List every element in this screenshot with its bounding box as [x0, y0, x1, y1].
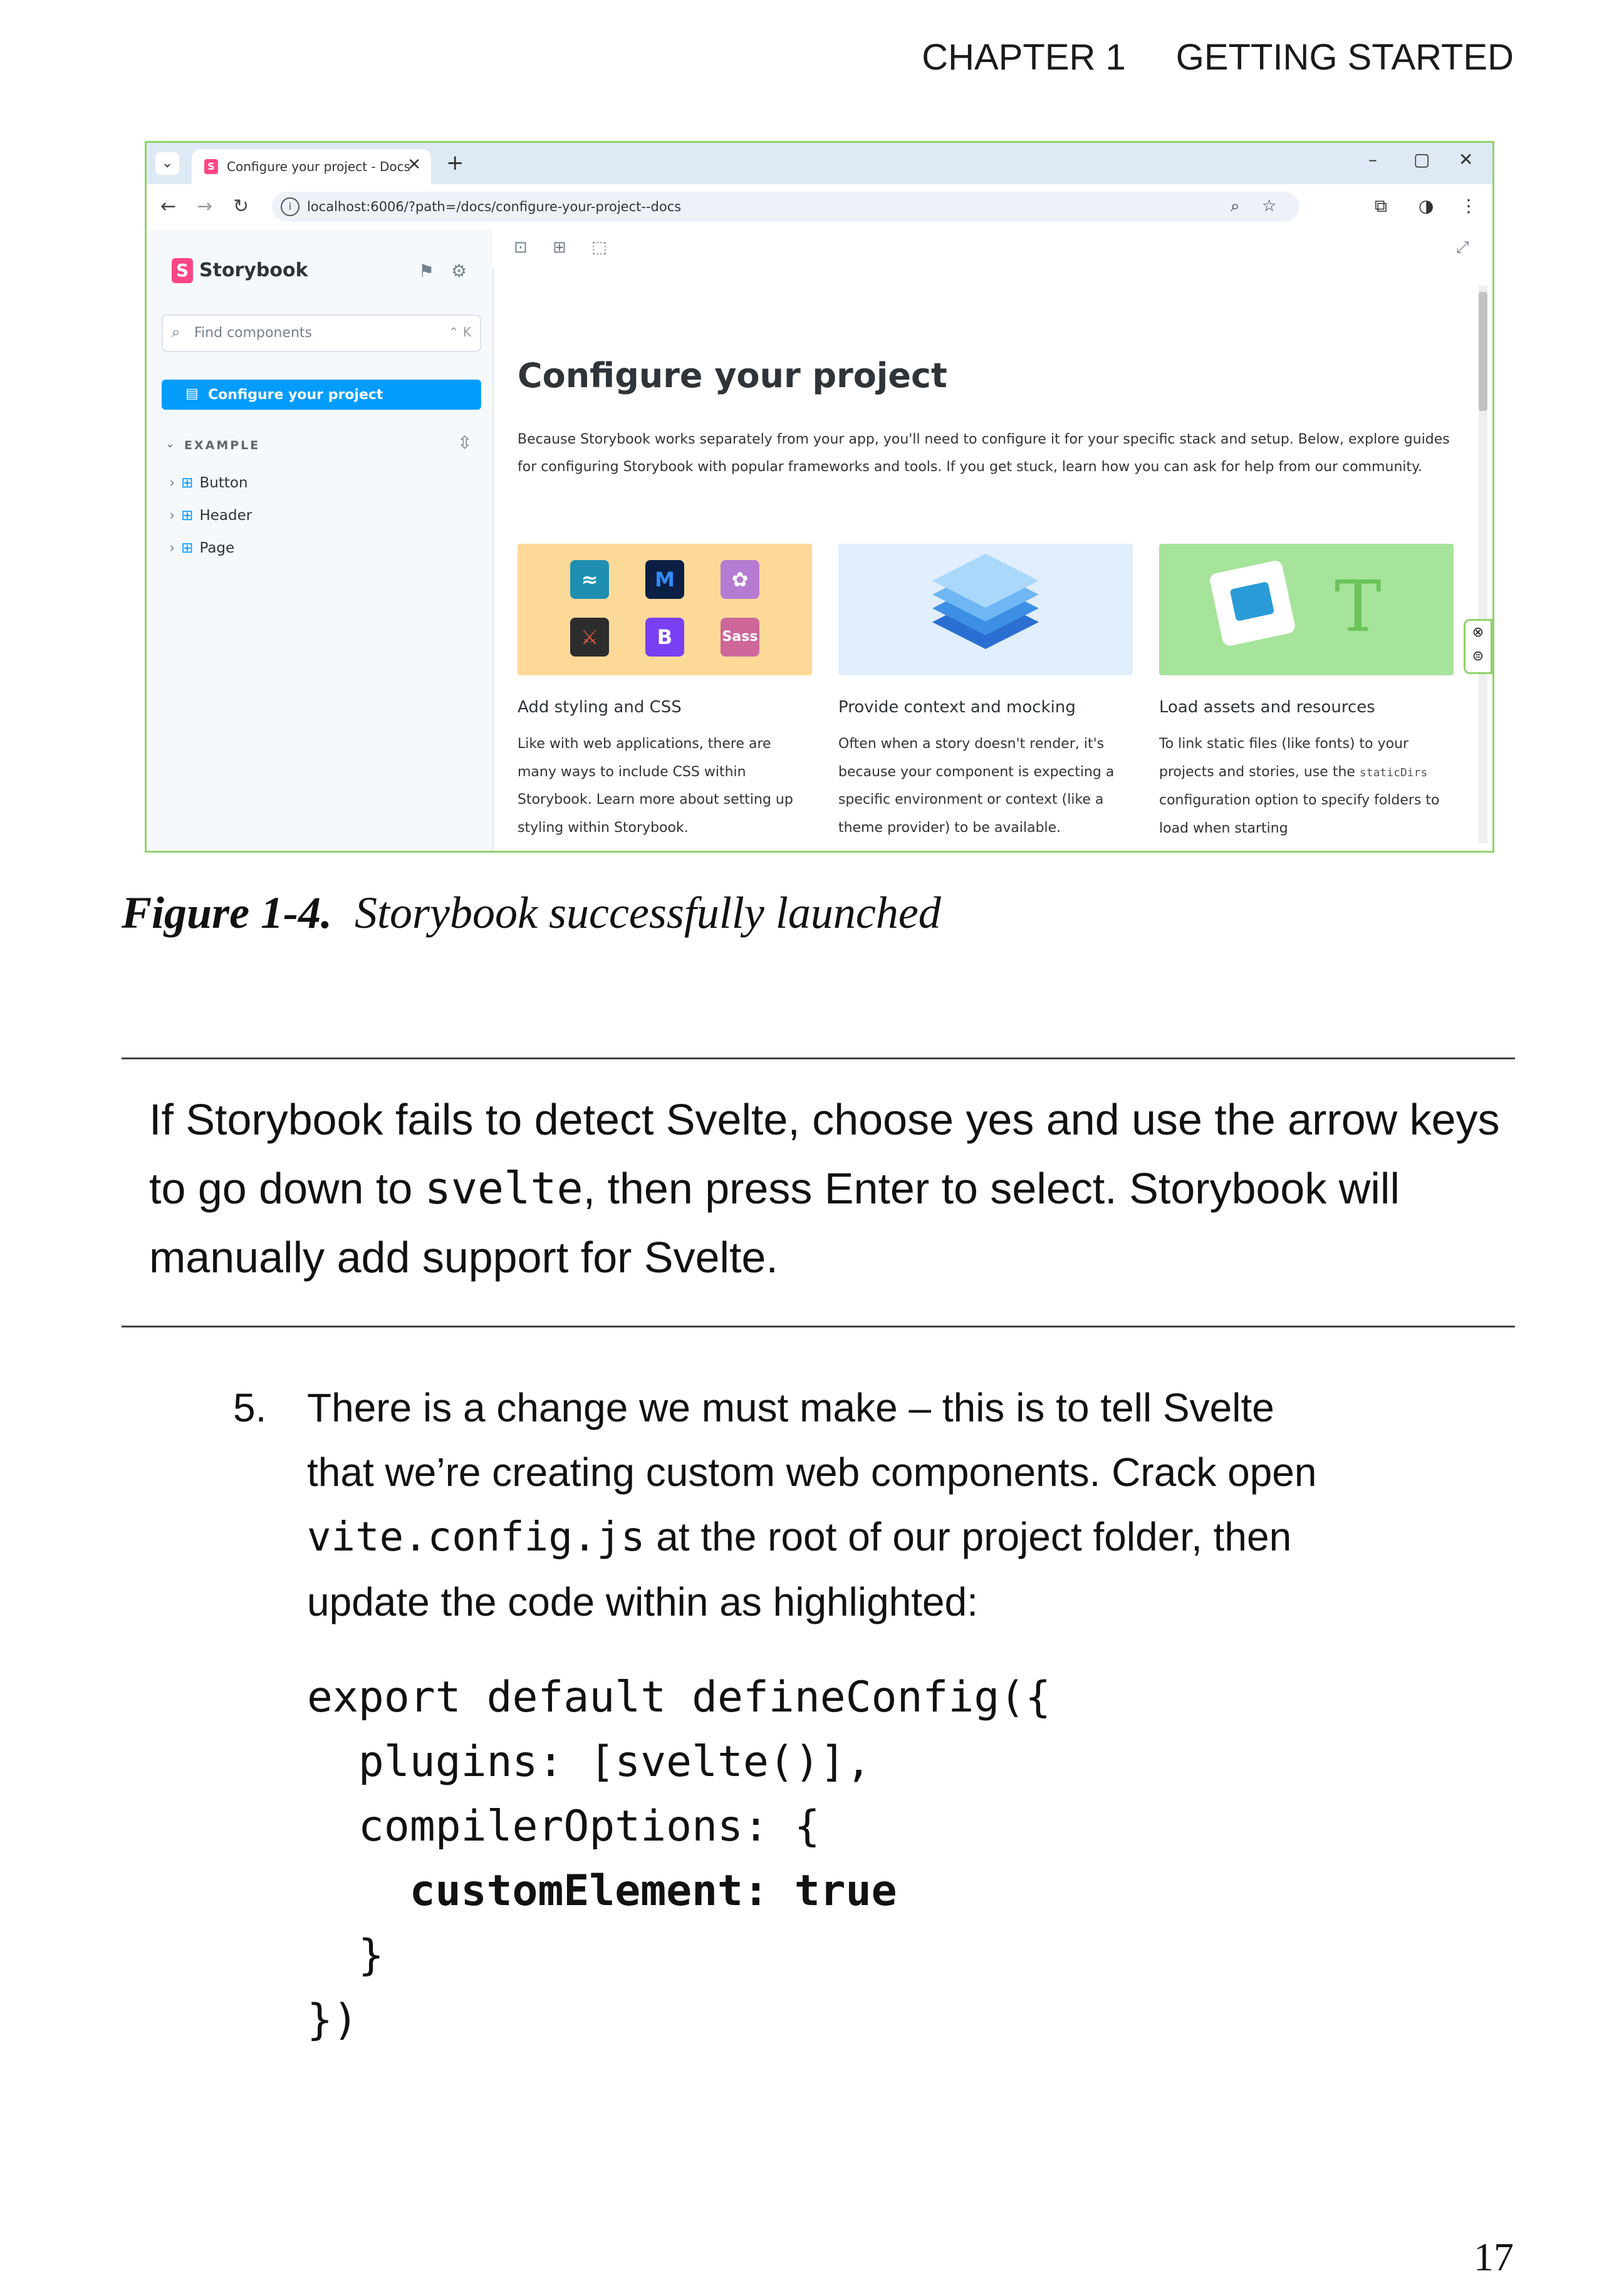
styled-components-icon: ✿: [721, 560, 759, 599]
card-title-styling[interactable]: Add styling and CSS: [518, 698, 682, 717]
scrollbar[interactable]: [1479, 286, 1487, 843]
storybook-logo-icon: S: [172, 258, 193, 283]
card-text-styling: Like with web applications, there are many ways to include CSS within Storybook. Learn more about setting up styling within Storybook.: [518, 736, 793, 836]
site-info-icon[interactable]: i: [281, 197, 299, 216]
mui-icon: M: [645, 560, 684, 599]
code-line: plugins: [svelte()],: [307, 1737, 872, 1787]
inline-code: staticDirs: [1359, 766, 1428, 779]
tab-search-chevron-icon[interactable]: ⌄: [155, 152, 179, 175]
tab-close-icon[interactable]: ✕: [407, 155, 421, 174]
chapter-label: CHAPTER 1: [922, 37, 1126, 78]
storybook-toolbar: [492, 229, 1492, 268]
browser-tab-bar: [147, 143, 1492, 184]
storybook-sidebar: [147, 229, 494, 851]
note-bottom-rule: [122, 1326, 1515, 1327]
card-title-assets[interactable]: Load assets and resources: [1159, 698, 1375, 717]
outline-icon[interactable]: ⬚: [591, 238, 607, 257]
sidebar-group-label[interactable]: EXAMPLE: [184, 439, 261, 452]
fullscreen-icon[interactable]: ⤢: [1456, 238, 1469, 257]
search-shortcut: ⌃ K: [448, 325, 471, 340]
emotion-icon: ⚔: [570, 618, 609, 657]
figure-label: Figure 1-4.: [122, 888, 333, 938]
browser-tab[interactable]: [192, 149, 431, 184]
group-chevron-icon[interactable]: ⌄: [165, 437, 175, 450]
url-field[interactable]: [272, 192, 1299, 222]
inline-code: vite.config.js: [307, 1514, 645, 1561]
layers-illustration: [838, 544, 1133, 675]
card-text-context: Often when a story doesn't render, it's because your component is expecting a specific environment or context (like a theme provider) to be available.: [838, 736, 1115, 836]
code-line: }): [307, 1995, 358, 2045]
bootstrap-icon: B: [645, 618, 684, 657]
figure-caption: [122, 887, 941, 939]
minimize-icon[interactable]: –: [1368, 149, 1377, 170]
storybook-screenshot: [145, 141, 1494, 853]
chevron-right-icon: ›: [169, 540, 175, 556]
component-icon: ⊞: [181, 507, 194, 524]
card-title-context[interactable]: Provide context and mocking: [838, 698, 1076, 717]
styling-card-image: [518, 544, 812, 675]
extensions-icon[interactable]: ⧉: [1375, 195, 1387, 216]
tab-title: Configure your project - Docs: [227, 159, 411, 174]
grid-icon[interactable]: ⊞: [553, 238, 566, 257]
card-text-assets: To link static files (like fonts) to your projects and stories, use the staticDirs configuration option to specify folders to load when starting: [1159, 736, 1440, 836]
chevron-right-icon: ›: [169, 475, 175, 491]
component-icon: ⊞: [181, 540, 194, 556]
doc-intro: Because Storybook works separately from your app, you'll need to configure it for your specific stack and setup. Below, explore guides for configuring Storybook with popular frameworks and tools. If you get stuck, learn how you can ask for help from our community.: [518, 432, 1450, 475]
step-number: 5.: [233, 1385, 267, 1430]
document-icon: ▤: [185, 386, 199, 402]
code-line: }: [307, 1931, 384, 1980]
background-icon[interactable]: ⊡: [514, 238, 528, 257]
code-block: [307, 1665, 1051, 2052]
addon-panel-toggle[interactable]: [1464, 619, 1492, 674]
component-icon: ⊞: [181, 475, 194, 491]
search-icon: ⌕: [172, 323, 180, 341]
address-bar: [147, 184, 1492, 231]
code-line-highlighted: customElement: true: [409, 1866, 897, 1916]
reload-icon[interactable]: ↻: [233, 195, 249, 217]
note-top-rule: [122, 1057, 1515, 1059]
maximize-icon[interactable]: ▢: [1413, 149, 1430, 170]
sidebar-item-page[interactable]: › ⊞ Page: [169, 540, 235, 556]
running-header: [922, 36, 1514, 78]
close-circle-icon[interactable]: ⊗: [1472, 625, 1484, 640]
chevron-right-icon: ›: [169, 507, 175, 524]
new-tab-icon[interactable]: +: [446, 150, 464, 175]
settings-icon[interactable]: ⚙: [451, 261, 467, 281]
search-input[interactable]: [162, 314, 481, 352]
inline-code: svelte: [424, 1163, 583, 1214]
storybook-favicon-icon: S: [204, 159, 218, 174]
tailwind-icon: ≈: [570, 560, 609, 599]
assets-card-image: [1159, 544, 1454, 675]
more-menu-icon[interactable]: ⋮: [1460, 195, 1477, 216]
back-icon[interactable]: ←: [160, 195, 177, 217]
forward-icon[interactable]: →: [197, 195, 213, 217]
sidebar-item-header[interactable]: › ⊞ Header: [169, 507, 252, 524]
zoom-icon[interactable]: ⌕: [1231, 197, 1240, 216]
context-card-image: [838, 544, 1133, 675]
whats-new-icon[interactable]: ⚑: [419, 261, 435, 281]
sidebar-item-button[interactable]: › ⊞ Button: [169, 475, 248, 491]
sidebar-item-configure[interactable]: [162, 380, 481, 410]
note-paragraph: If Storybook fails to detect Svelte, choose yes and use the arrow keys to go down to svelte, then press Enter to select. Storybook will manually add support for Svelte.: [149, 1095, 1500, 1282]
bookmark-star-icon[interactable]: ☆: [1262, 197, 1277, 216]
figure-caption-text: Storybook successfully launched: [355, 888, 941, 938]
font-asset-icon: T: [1335, 566, 1382, 648]
chapter-title: GETTING STARTED: [1175, 37, 1514, 78]
step-paragraph: There is a change we must make – this is to tell Svelte that we’re creating custom web components. Crack open vite.config.js at the root of our project folder, then update the code within as highlighted:: [307, 1385, 1317, 1624]
scroll-thumb[interactable]: [1479, 292, 1487, 411]
sidebar-item-label: Configure your project: [208, 387, 383, 403]
url-text: localhost:6006/?path=/docs/configure-your-project--docs: [307, 199, 682, 214]
image-icon: [1230, 581, 1274, 621]
doc-title: Configure your project: [518, 356, 947, 395]
search-placeholder: Find components: [194, 325, 312, 341]
expand-collapse-icon[interactable]: ⇳: [457, 432, 472, 453]
sass-icon: Sass: [721, 618, 759, 657]
image-asset-tile: [1209, 559, 1296, 647]
code-line: compilerOptions: {: [307, 1802, 820, 1851]
window-close-icon[interactable]: ✕: [1459, 149, 1474, 170]
code-line: export default defineConfig({: [307, 1673, 1051, 1722]
panel-icon[interactable]: ⊜: [1472, 648, 1484, 664]
storybook-brand: Storybook: [199, 259, 308, 281]
profile-icon[interactable]: ◑: [1418, 195, 1434, 216]
page-number: 17: [1474, 2235, 1514, 2279]
